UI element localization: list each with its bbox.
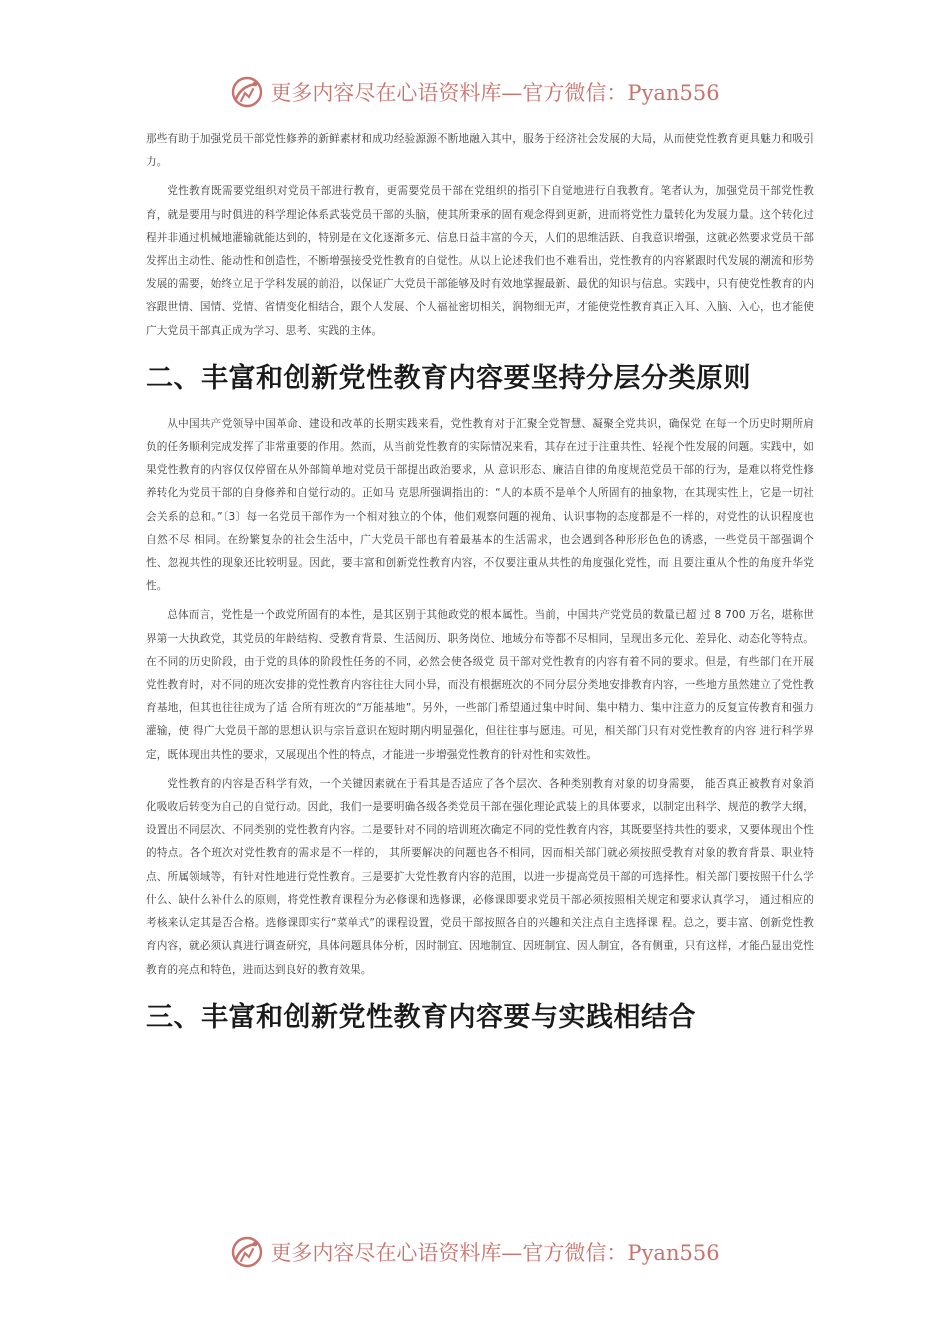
paragraph-intro-1: 那些有助于加强党员干部党性修养的新鲜素材和成功经验源源不断地融入其中，服务于经济社会发展的大局，从而使党性教育更具魅力和吸引力。 bbox=[146, 133, 814, 169]
paragraph-section2-1: 从中国共产党领导中国革命、建设和改革的长期实践来看，党性教育对于汇聚全党智慧、凝聚全党共识，确保党 在每一个历史时期所肩负的任务顺利完成发挥了非常重要的作用。然而，从当前党性教育的实际情况来看，其存在过于注重共性、轻视个性发展的问题。实践中，如果党性教育的内容仅仅停留在从外部简单地对党员干部提出政治要求，从 意识形态、廉洁自律的角度规范党员干部的行为，是难以将党性修养转化为党员干部的自身修养和自觉行动的。正如马 克思所强调指出的：“人的本质不是单个人所固有的抽象物，在其现实性上，它是一切社会关系的总和。”〔3〕每一名党员干部作为一个相对独立的个体，他们观察问题的视角、认识事物的态度都是不一样的，对党性的认识程度也自然不尽 相同。在纷繁复杂的社会生活中，广大党员干部也有着最基本的生活需求，也会遇到各种形形色色的诱惑，一些党员干部强调个性、忽视共性的现象还比较明显。因此，要丰富和创新党性教育内容，不仅要注重从共性的角度强化党性，而 且要注重从个性的角度升华党性。 bbox=[146, 417, 814, 593]
section-heading-3: 三、丰富和创新党性教育内容要与实践相结合 bbox=[146, 1001, 696, 1033]
document-body bbox=[146, 128, 814, 1052]
watermark-text: 更多内容尽在心语资料库—官方微信：Pyan556 bbox=[270, 81, 720, 105]
paragraph-section2-3: 党性教育的内容是否科学有效，一个关键因素就在于看其是否适应了各个层次、各种类别教育对象的切身需要， 能否真正被教育对象消化吸收后转变为自己的自觉行动。因此，我们一是要明确各级各类党员干部在强化理论武装上的具体要求，以制定出科学、规范的教学大纲，设置出不同层次、不同类别的党性教育内容。二是要针对不同的培训班次确定不同的党性教育内容，其既要坚持共性的要求，又要体现出个性的特点。各个班次对党性教育的需求是不一样的， 其所要解决的问题也各不相同，因而相关部门就必须按照受教育对象的教育背景、职业特点、所属领域等，有针对性地进行党性教育。三是要扩大党性教育内容的范围，以进一步提高党员干部的可选择性。相关部门要按照干什么学什么、缺什么补什么的原则，将党性教育课程分为必修课和选修课，必修课即要求党员干部必须按照相关规定和要求认真学习， 通过相应的考核来认定其是否合格。选修课即实行“菜单式”的课程设置，党员干部按照各自的兴趣和关注点自主选择课 程。总之，要丰富、创新党性教育内容，就必须认真进行调查研究，具体问题具体分析，因时制宜、因地制宜、因班制宜、因人制宜，各有侧重，只有这样，才能凸显出党性教育的亮点和特色，进而达到良好的教育效果。 bbox=[146, 777, 814, 976]
watermark-text: 更多内容尽在心语资料库—官方微信：Pyan556 bbox=[270, 1241, 720, 1265]
paragraph-intro-2: 党性教育既需要党组织对党员干部进行教育，更需要党员干部在党组织的指引下自觉地进行自我教育。笔者认为，加强党员干部党性教育，就是要用与时俱进的科学理论体系武装党员干部的头脑，使其所秉承的固有观念得到更新，进而将党性力量转化为发展力量。这个转化过程并非通过机械地灌输就能达到的，特别是在文化逐渐多元、信息日益丰富的今天，人们的思维活跃、自我意识增强，这就必然要求党员干部发挥出主动性、能动性和创造性，不断增强接受党性教育的自觉性。从以上论述我们也不难看出，党性教育的内容紧跟时代发展的潮流和形势发展的需要，始终立足于学科发展的前沿，以保证广大党员干部能够及时有效地掌握最新、最优的知识与信息。实践中，只有使党性教育的内容跟世情、国情、党情、省情变化相结合，跟个人发展、个人福祉密切相关，润物细无声，才能使党性教育真正入耳、入脑、入心，也才能使广大党员干部真正成为学习、思考、实践的主体。 bbox=[146, 185, 814, 337]
watermark-banner-top bbox=[0, 72, 950, 112]
hand-circle-logo-icon bbox=[230, 1235, 264, 1269]
watermark-banner-bottom bbox=[0, 1232, 950, 1272]
hand-circle-logo-icon bbox=[230, 75, 264, 109]
paragraph-section2-2: 总体而言，党性是一个政党所固有的本性，是其区别于其他政党的根本属性。当前，中国共产党党员的数量已超 过 8 700 万名，堪称世界第一大执政党，其党员的年龄结构、受教育背景、生活阅历、职务岗位、地域分布等都不尽相同，呈现出多元化、差异化、动态化等特点。在不同的历史阶段，由于党的具体的阶段性任务的不同，必然会使各级党 员干部对党性教育的内容有着不同的要求。但是，有些部门在开展党性教育时，对不同的班次安排的党性教育内容往往大同小异，而没有根据班次的不同分层分类地安排教育内容，一些地方虽然建立了党性教育基地，但其也往往成为了适 合所有班次的“万能基地”。另外，一些部门希望通过集中时间、集中精力、集中注意力的反复宣传教育和强力灌输，使 得广大党员干部的思想认识与宗旨意识在短时期内明显强化，但往往事与愿违。可见，相关部门只有对党性教育的内容 进行科学界定，既体现出共性的要求，又展现出个性的特点，才能进一步增强党性教育的针对性和实效性。 bbox=[146, 609, 814, 761]
section-heading-2: 二、丰富和创新党性教育内容要坚持分层分类原则 bbox=[146, 362, 751, 394]
